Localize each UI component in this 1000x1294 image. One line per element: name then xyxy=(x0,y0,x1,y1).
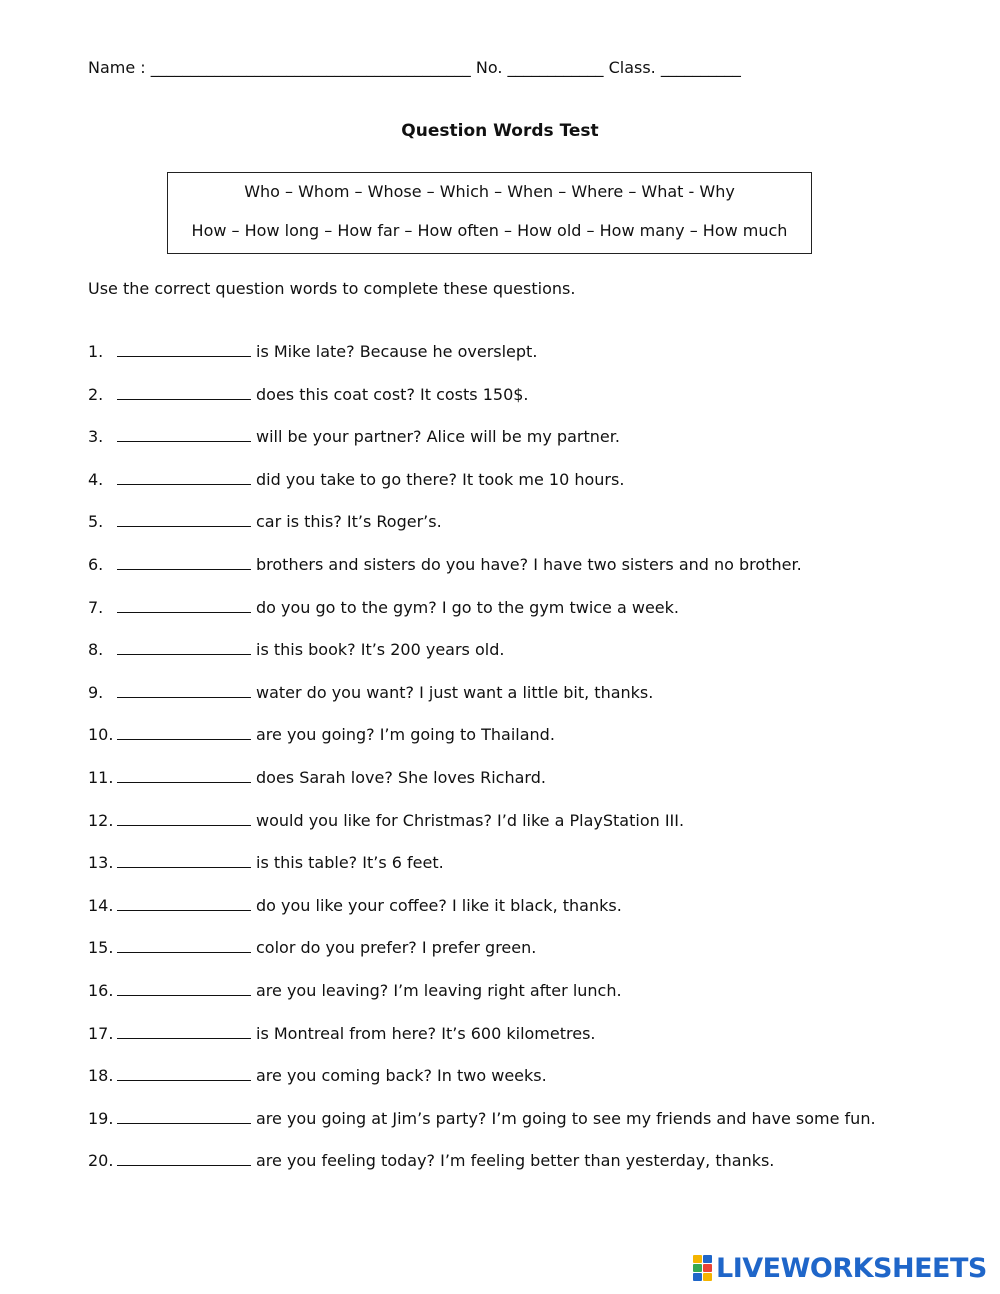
question-text: are you feeling today? I’m feeling better than yesterday, thanks. xyxy=(256,1151,775,1171)
question-text: brothers and sisters do you have? I have two sisters and no brother. xyxy=(256,554,802,574)
answer-blank[interactable] xyxy=(117,512,251,527)
logo-block xyxy=(703,1255,712,1263)
question-text: is this book? It’s 200 years old. xyxy=(256,640,505,660)
answer-blank[interactable] xyxy=(117,853,251,868)
question-text: is Mike late? Because he overslept. xyxy=(256,342,538,361)
question-number: 13. xyxy=(88,853,114,873)
question-item xyxy=(88,853,948,896)
question-text: are you coming back? In two weeks. xyxy=(256,1066,547,1086)
question-number: 7. xyxy=(88,597,104,617)
question-item xyxy=(88,640,948,683)
question-text: car is this? It’s Roger’s. xyxy=(256,512,442,532)
question-item xyxy=(88,896,948,939)
question-number: 9. xyxy=(88,682,104,702)
answer-blank[interactable] xyxy=(117,981,251,996)
question-item xyxy=(88,470,948,513)
question-list xyxy=(88,342,948,1194)
question-text: does this coat cost? It costs 150$. xyxy=(256,384,529,404)
question-number: 18. xyxy=(88,1066,114,1086)
logo-blocks-icon xyxy=(693,1255,713,1281)
answer-blank[interactable] xyxy=(117,1024,251,1039)
student-info-text: Name : ________________________________________ No. ____________ Class. __________ xyxy=(88,58,741,77)
question-text: color do you prefer? I prefer green. xyxy=(256,938,537,958)
question-item xyxy=(88,1024,948,1067)
answer-blank[interactable] xyxy=(117,768,251,783)
question-item xyxy=(88,1066,948,1109)
logo-text: LIVEWORKSHEETS xyxy=(716,1252,987,1284)
question-item xyxy=(88,427,948,470)
logo-block xyxy=(693,1264,702,1272)
question-text: did you take to go there? It took me 10 hours. xyxy=(256,469,625,489)
question-item xyxy=(88,385,948,428)
question-number: 12. xyxy=(88,810,114,830)
student-info-line xyxy=(88,58,908,77)
answer-blank[interactable] xyxy=(117,598,251,613)
answer-blank[interactable] xyxy=(117,938,251,953)
question-number: 4. xyxy=(88,469,104,489)
question-item xyxy=(88,725,948,768)
question-text: would you like for Christmas? I’d like a PlayStation III. xyxy=(256,810,685,830)
question-word-bank xyxy=(167,172,812,254)
question-number: 8. xyxy=(88,640,104,660)
answer-blank[interactable] xyxy=(117,683,251,698)
question-item xyxy=(88,1109,948,1152)
word-bank-row-1: Who – Whom – Whose – Which – When – Where – What - Why xyxy=(244,182,735,201)
question-text: do you like your coffee? I like it black, thanks. xyxy=(256,895,622,915)
question-item xyxy=(88,683,948,726)
liveworksheets-logo xyxy=(693,1253,987,1283)
question-text: do you go to the gym? I go to the gym twice a week. xyxy=(256,597,679,617)
question-number: 14. xyxy=(88,895,114,915)
question-item xyxy=(88,598,948,641)
answer-blank[interactable] xyxy=(117,811,251,826)
question-item xyxy=(88,938,948,981)
question-number: 2. xyxy=(88,384,104,404)
question-number: 5. xyxy=(88,512,104,532)
question-text: water do you want? I just want a little bit, thanks. xyxy=(256,682,654,702)
question-text: is this table? It’s 6 feet. xyxy=(256,853,444,873)
question-number: 10. xyxy=(88,725,114,745)
question-number: 17. xyxy=(88,1023,114,1043)
question-text: will be your partner? Alice will be my partner. xyxy=(256,427,620,447)
question-item xyxy=(88,768,948,811)
answer-blank[interactable] xyxy=(117,896,251,911)
answer-blank[interactable] xyxy=(117,342,251,357)
logo-block xyxy=(693,1273,702,1281)
question-item xyxy=(88,512,948,555)
question-text: are you going at Jim’s party? I’m going to see my friends and have some fun. xyxy=(256,1108,876,1128)
question-number: 3. xyxy=(88,427,104,447)
instructions: Use the correct question words to complete these questions. xyxy=(88,279,576,298)
question-text: are you going? I’m going to Thailand. xyxy=(256,725,555,745)
word-bank-row-2: How – How long – How far – How often – How old – How many – How much xyxy=(191,221,788,240)
question-number: 1. xyxy=(88,342,104,361)
answer-blank[interactable] xyxy=(117,555,251,570)
answer-blank[interactable] xyxy=(117,1151,251,1166)
answer-blank[interactable] xyxy=(117,640,251,655)
question-number: 15. xyxy=(88,938,114,958)
question-number: 11. xyxy=(88,767,114,787)
page-title: Question Words Test xyxy=(401,121,599,141)
question-text: is Montreal from here? It’s 600 kilometres. xyxy=(256,1023,596,1043)
question-text: are you leaving? I’m leaving right after lunch. xyxy=(256,980,622,1000)
answer-blank[interactable] xyxy=(117,1066,251,1081)
answer-blank[interactable] xyxy=(117,385,251,400)
question-item xyxy=(88,555,948,598)
logo-block xyxy=(693,1255,702,1263)
answer-blank[interactable] xyxy=(117,427,251,442)
question-item xyxy=(88,342,948,385)
logo-block xyxy=(703,1264,712,1272)
question-number: 20. xyxy=(88,1151,114,1171)
logo-block xyxy=(703,1273,712,1281)
question-item xyxy=(88,981,948,1024)
answer-blank[interactable] xyxy=(117,470,251,485)
answer-blank[interactable] xyxy=(117,725,251,740)
question-item xyxy=(88,811,948,854)
question-text: does Sarah love? She loves Richard. xyxy=(256,767,546,787)
question-item xyxy=(88,1151,948,1194)
question-number: 6. xyxy=(88,554,104,574)
question-number: 16. xyxy=(88,980,114,1000)
answer-blank[interactable] xyxy=(117,1109,251,1124)
question-number: 19. xyxy=(88,1108,114,1128)
